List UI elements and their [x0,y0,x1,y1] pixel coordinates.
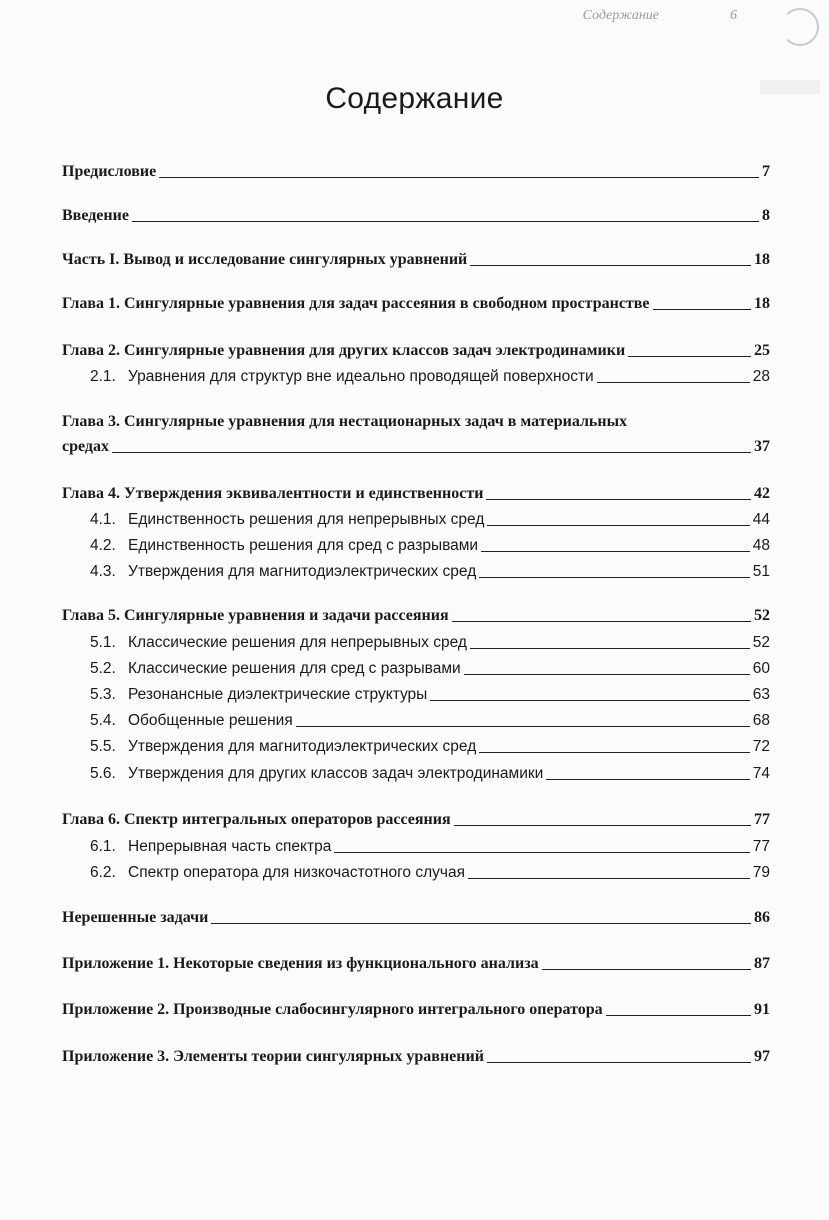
toc-entry[interactable]: Глава 6. Спектр интегральных операторов рассеяния 77 [62,811,770,828]
dot-leader [546,779,749,780]
toc-entry[interactable]: Введение 8 [62,207,770,224]
running-title: Содержание [582,8,659,23]
dot-leader [606,1015,751,1016]
dot-leader [479,577,750,578]
dot-leader [211,923,751,924]
toc-entry[interactable]: Приложение 2. Производные слабосингулярного интегрального оператора 91 [62,1001,770,1018]
dot-leader [132,221,759,222]
toc-entry[interactable]: средах 37 [62,438,770,455]
dot-leader [468,878,750,879]
toc-entry[interactable]: Часть I. Вывод и исследование сингулярных уравнений 18 [62,251,770,268]
toc-subentry[interactable]: 5.4. Обобщенные решения 68 [90,712,770,729]
dot-leader [296,726,750,727]
toc-entry[interactable]: Приложение 3. Элементы теории сингулярных уравнений 97 [62,1048,770,1065]
dot-leader [454,825,751,826]
toc-entry[interactable]: Предисловие 7 [62,163,770,180]
dot-leader [334,852,749,853]
toc-entry[interactable]: Глава 1. Сингулярные уравнения для задач рассеяния в свободном пространстве 18 [62,295,770,312]
toc-subentry[interactable]: 4.2. Единственность решения для сред с разрывами 48 [90,537,770,554]
toc-subentry[interactable]: 2.1. Уравнения для структур вне идеально проводящей поверхности 28 [90,368,770,385]
toc-subentry[interactable]: 5.3. Резонансные диэлектрические структуры 63 [90,686,770,703]
toc-subentry[interactable]: 5.1. Классические решения для непрерывных сред 52 [90,634,770,651]
dot-leader [452,621,751,622]
dot-leader [470,648,750,649]
dot-leader [430,700,749,701]
dot-leader [470,265,751,266]
dot-leader [486,499,751,500]
dot-leader [597,382,750,383]
dot-leader [487,525,749,526]
dot-leader [487,1062,751,1063]
toc-entry[interactable]: Приложение 1. Некоторые сведения из функционального анализа 87 [62,955,770,972]
toc-subentry[interactable]: 5.6. Утверждения для других классов задач электродинамики 74 [90,765,770,782]
toc-subentry[interactable]: 6.2. Спектр оператора для низкочастотного случая 79 [90,864,770,881]
toc-subentry[interactable]: 4.1. Единственность решения для непрерывных сред 44 [90,511,770,528]
toc-subentry[interactable]: 4.3. Утверждения для магнитодиэлектрических сред 51 [90,563,770,580]
page-title: Содержание [325,82,504,115]
corner-ornament-icon [781,8,819,46]
dot-leader [542,969,751,970]
toc-subentry[interactable]: 5.5. Утверждения для магнитодиэлектрических сред 72 [90,738,770,755]
dot-leader [653,309,751,310]
toc-entry[interactable]: Глава 5. Сингулярные уравнения и задачи рассеяния 52 [62,607,770,624]
toc-entry[interactable]: Нерешенные задачи 86 [62,909,770,926]
toc-entry-line1: Глава 3. Сингулярные уравнения для нестационарных задач в материальных [62,413,628,430]
dot-leader [479,752,750,753]
toc-subentry[interactable]: 6.1. Непрерывная часть спектра 77 [90,838,770,855]
dot-leader [464,674,750,675]
dot-leader [628,356,751,357]
dot-leader [112,452,751,453]
dot-leader [481,551,750,552]
toc-entry[interactable]: Глава 2. Сингулярные уравнения для других классов задач электродинамики 25 [62,342,770,359]
header-page-number: 6 [730,8,737,23]
toc-entry[interactable]: Глава 4. Утверждения эквивалентности и единственности 42 [62,485,770,502]
dot-leader [159,177,759,178]
toc-subentry[interactable]: 5.2. Классические решения для сред с разрывами 60 [90,660,770,677]
